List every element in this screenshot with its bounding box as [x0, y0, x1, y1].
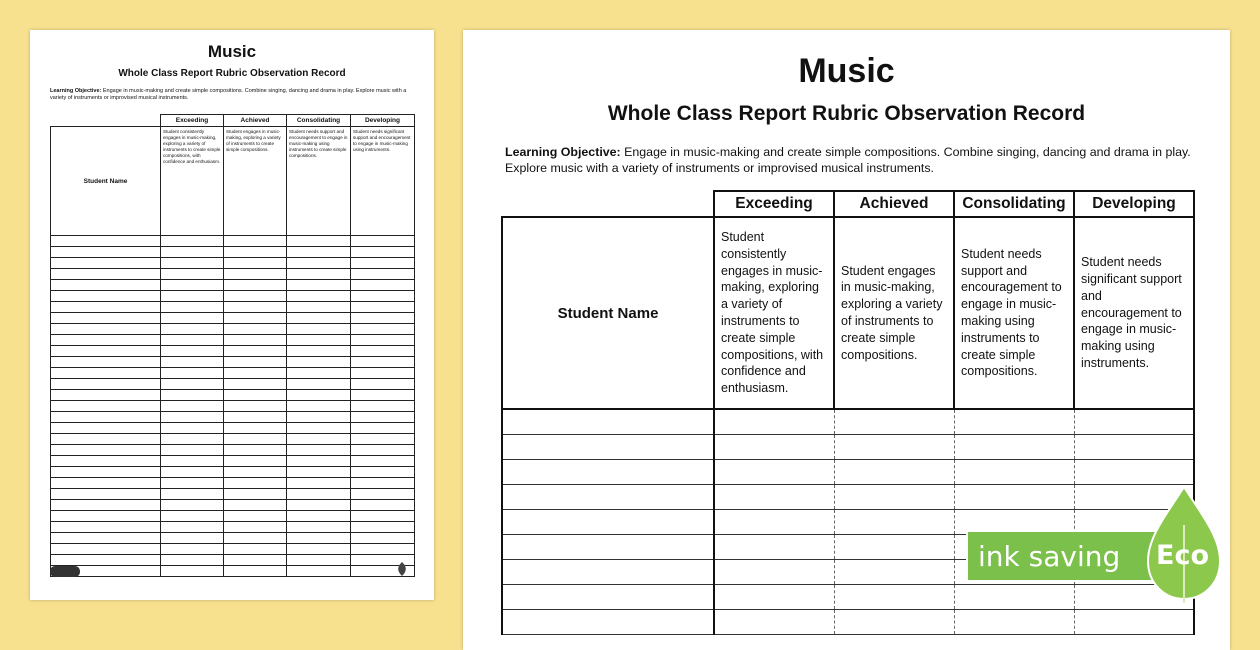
- thumbnail-table-cell: [51, 412, 161, 423]
- thumbnail-blank-rows: [51, 236, 415, 577]
- thumbnail-table-cell: [224, 478, 287, 489]
- thumbnail-subtitle: Whole Class Report Rubric Observation Record: [118, 68, 346, 79]
- thumbnail-table-cell: [161, 522, 224, 533]
- table-cell: [834, 485, 954, 510]
- thumbnail-table-cell: [351, 533, 415, 544]
- table-cell: [714, 435, 834, 460]
- thumbnail-table-row: [51, 478, 415, 489]
- thumbnail-table-cell: [224, 456, 287, 467]
- thumbnail-table-cell: [351, 511, 415, 522]
- table-cell: [1074, 460, 1194, 485]
- learning-objective-label: Learning Objective:: [505, 145, 621, 159]
- desc-exceeding: Student consistently engages in music-making, exploring a variety of instruments to create simple compositions, with confidence and enthusiasm.: [714, 217, 834, 409]
- thumbnail-table-cell: [224, 302, 287, 313]
- page-subtitle: Whole Class Report Rubric Observation Record: [607, 102, 1086, 125]
- thumbnail-table-row: [51, 335, 415, 346]
- thumbnail-table-cell: [224, 467, 287, 478]
- thumbnail-table-cell: [161, 434, 224, 445]
- table-cell: [1074, 610, 1194, 635]
- thumbnail-table-row: [51, 390, 415, 401]
- thumbnail-table-cell: [224, 247, 287, 258]
- thumbnail-table-row: [51, 291, 415, 302]
- desc-achieved: Student engages in music-making, exploring a variety of instruments to create simple compositions.: [834, 217, 954, 409]
- thumbnail-table-cell: [287, 566, 351, 577]
- thumbnail-table-row: [51, 412, 415, 423]
- thumbnail-table-cell: [51, 445, 161, 456]
- thumbnail-table-cell: [287, 445, 351, 456]
- thumbnail-table-cell: [351, 357, 415, 368]
- thumbnail-table-cell: [224, 357, 287, 368]
- thumbnail-student-name-header: Student Name: [51, 127, 161, 236]
- table-cell: [834, 510, 954, 535]
- thumbnail-table-cell: [287, 357, 351, 368]
- thumbnail-table-cell: [287, 544, 351, 555]
- thumbnail-table-cell: [51, 302, 161, 313]
- table-cell: [834, 460, 954, 485]
- thumbnail-table-cell: [287, 555, 351, 566]
- thumbnail-page: [30, 30, 434, 600]
- thumbnail-table-cell: [161, 357, 224, 368]
- thumbnail-table-cell: [161, 390, 224, 401]
- table-cell: [502, 460, 714, 485]
- thumbnail-table-cell: [51, 346, 161, 357]
- thumbnail-table-cell: [161, 555, 224, 566]
- thumbnail-table-cell: [161, 401, 224, 412]
- thumbnail-table-cell: [161, 324, 224, 335]
- thumbnail-table-cell: [51, 401, 161, 412]
- thumbnail-table-cell: [351, 269, 415, 280]
- thumbnail-table-cell: [224, 489, 287, 500]
- thumbnail-table-cell: [351, 291, 415, 302]
- table-cell: [954, 460, 1074, 485]
- thumbnail-table-cell: [51, 456, 161, 467]
- thumbnail-table-cell: [287, 258, 351, 269]
- thumbnail-table-row: [51, 258, 415, 269]
- thumbnail-desc-exceeding: Student consistently engages in music-making, exploring a variety of instruments to create simple compositions, with confidence and enthusiasm.: [161, 127, 224, 236]
- table-cell: [954, 610, 1074, 635]
- thumbnail-table-cell: [224, 335, 287, 346]
- eco-leaf-icon: [392, 561, 412, 577]
- thumbnail-objective-text: Engage in music-making and create simple compositions. Combine singing, dancing and drama in play. Explore music with a variety of instruments or improvised musical instruments.: [50, 88, 407, 101]
- thumbnail-table-cell: [287, 335, 351, 346]
- thumbnail-table-cell: [161, 456, 224, 467]
- thumbnail-table-cell: [287, 522, 351, 533]
- thumbnail-table-cell: [287, 489, 351, 500]
- thumbnail-table-cell: [161, 445, 224, 456]
- thumbnail-table-cell: [51, 313, 161, 324]
- thumbnail-table-cell: [287, 368, 351, 379]
- thumbnail-table-cell: [224, 291, 287, 302]
- thumbnail-table-cell: [224, 423, 287, 434]
- thumbnail-table-cell: [161, 533, 224, 544]
- table-row: [502, 435, 1194, 460]
- table-cell: [502, 485, 714, 510]
- table-cell: [714, 510, 834, 535]
- thumbnail-table-row: [51, 379, 415, 390]
- thumbnail-table-cell: [351, 467, 415, 478]
- thumbnail-table-cell: [224, 566, 287, 577]
- thumbnail-table-cell: [224, 555, 287, 566]
- thumbnail-table-cell: [51, 269, 161, 280]
- thumbnail-table-cell: [161, 544, 224, 555]
- thumbnail-table-cell: [51, 390, 161, 401]
- thumbnail-objective: [50, 88, 416, 102]
- header-developing: Developing: [1074, 191, 1194, 217]
- thumbnail-header-developing: Developing: [351, 115, 415, 127]
- thumbnail-table-cell: [287, 423, 351, 434]
- table-cell: [502, 535, 714, 560]
- thumbnail-header-consolidating: Consolidating: [287, 115, 351, 127]
- thumbnail-table-cell: [161, 313, 224, 324]
- thumbnail-table-cell: [287, 302, 351, 313]
- thumbnail-table-row: [51, 401, 415, 412]
- blank-corner: [502, 191, 714, 217]
- thumbnail-desc-consolidating: Student needs support and encouragement to engage in music-making using instruments to create simple compositions.: [287, 127, 351, 236]
- thumbnail-table-cell: [224, 434, 287, 445]
- thumbnail-table-row: [51, 533, 415, 544]
- thumbnail-table-cell: [224, 522, 287, 533]
- ink-saving-badge: [966, 485, 1260, 605]
- table-cell: [714, 585, 834, 610]
- thumbnail-table-cell: [224, 346, 287, 357]
- thumbnail-table-cell: [224, 280, 287, 291]
- thumbnail-table-cell: [351, 500, 415, 511]
- thumbnail-table-cell: [351, 346, 415, 357]
- table-cell: [714, 610, 834, 635]
- thumbnail-table-cell: [351, 247, 415, 258]
- thumbnail-table-row: [51, 489, 415, 500]
- thumbnail-table-cell: [224, 324, 287, 335]
- thumbnail-table-row: [51, 522, 415, 533]
- thumbnail-table-cell: [161, 489, 224, 500]
- thumbnail-blank-corner: [51, 115, 161, 127]
- thumbnail-table-row: [51, 423, 415, 434]
- thumbnail-table-cell: [287, 280, 351, 291]
- thumbnail-table-cell: [51, 236, 161, 247]
- thumbnail-table-cell: [51, 379, 161, 390]
- thumbnail-table-cell: [287, 247, 351, 258]
- thumbnail-table-cell: [161, 423, 224, 434]
- thumbnail-table-row: [51, 368, 415, 379]
- thumbnail-table-cell: [51, 324, 161, 335]
- thumbnail-table-cell: [287, 434, 351, 445]
- thumbnail-table-cell: [161, 335, 224, 346]
- thumbnail-table-cell: [161, 566, 224, 577]
- table-cell: [714, 535, 834, 560]
- table-cell: [502, 560, 714, 585]
- thumbnail-table-cell: [287, 500, 351, 511]
- learning-objective-text: Engage in music-making and create simple compositions. Combine singing, dancing and drama in play. Explore music with a variety of instruments or improvised musical instruments.: [505, 145, 1191, 175]
- thumbnail-table-row: [51, 324, 415, 335]
- thumbnail-table-cell: [51, 555, 161, 566]
- table-cell: [502, 510, 714, 535]
- thumbnail-table-cell: [351, 478, 415, 489]
- thumbnail-table-cell: [224, 533, 287, 544]
- thumbnail-table-cell: [224, 390, 287, 401]
- thumbnail-table-cell: [51, 368, 161, 379]
- thumbnail-table-cell: [224, 313, 287, 324]
- thumbnail-table-cell: [287, 467, 351, 478]
- thumbnail-table-cell: [161, 412, 224, 423]
- table-cell: [834, 610, 954, 635]
- table-cell: [502, 435, 714, 460]
- thumbnail-table-cell: [51, 357, 161, 368]
- thumbnail-table-row: [51, 511, 415, 522]
- thumbnail-table-cell: [287, 346, 351, 357]
- thumbnail-table-cell: [161, 269, 224, 280]
- thumbnail-table-cell: [351, 423, 415, 434]
- table-row: [502, 409, 1194, 435]
- thumbnail-table-row: [51, 247, 415, 258]
- thumbnail-table-cell: [224, 500, 287, 511]
- student-name-header: Student Name: [502, 217, 714, 409]
- thumbnail-table-cell: [287, 456, 351, 467]
- thumbnail-table-cell: [51, 522, 161, 533]
- table-cell: [502, 409, 714, 435]
- thumbnail-table-cell: [51, 511, 161, 522]
- thumbnail-table-row: [51, 467, 415, 478]
- table-cell: [502, 610, 714, 635]
- thumbnail-header-achieved: Achieved: [224, 115, 287, 127]
- thumbnail-table-cell: [287, 511, 351, 522]
- thumbnail-table-row: [51, 445, 415, 456]
- thumbnail-table-cell: [351, 324, 415, 335]
- thumbnail-table-cell: [51, 335, 161, 346]
- table-cell: [834, 409, 954, 435]
- header-consolidating: Consolidating: [954, 191, 1074, 217]
- thumbnail-desc-achieved: Student engages in music-making, exploring a variety of instruments to create simple compositions.: [224, 127, 287, 236]
- thumbnail-table-row: [51, 357, 415, 368]
- eco-label: Eco: [1156, 540, 1209, 571]
- thumbnail-table-cell: [161, 500, 224, 511]
- thumbnail-table-cell: [224, 368, 287, 379]
- thumbnail-table-cell: [161, 258, 224, 269]
- desc-consolidating: Student needs support and encouragement to engage in music-making using instruments to create simple compositions.: [954, 217, 1074, 409]
- thumbnail-table-cell: [287, 412, 351, 423]
- table-cell: [954, 409, 1074, 435]
- table-cell: [834, 585, 954, 610]
- table-cell: [834, 435, 954, 460]
- thumbnail-table-cell: [351, 236, 415, 247]
- thumbnail-table-cell: [161, 478, 224, 489]
- thumbnail-table-cell: [224, 511, 287, 522]
- thumbnail-table-cell: [287, 390, 351, 401]
- thumbnail-table-cell: [51, 434, 161, 445]
- thumbnail-table-row: [51, 566, 415, 577]
- thumbnail-table-cell: [287, 533, 351, 544]
- thumbnail-table-cell: [161, 346, 224, 357]
- page-title: Music: [798, 52, 895, 90]
- thumbnail-table-cell: [287, 313, 351, 324]
- table-cell: [714, 409, 834, 435]
- thumbnail-table-cell: [51, 280, 161, 291]
- table-cell: [714, 485, 834, 510]
- thumbnail-table-cell: [224, 401, 287, 412]
- thumbnail-table-cell: [51, 291, 161, 302]
- thumbnail-table-cell: [287, 401, 351, 412]
- thumbnail-table-cell: [161, 302, 224, 313]
- thumbnail-table-cell: [351, 335, 415, 346]
- thumbnail-table-cell: [51, 247, 161, 258]
- thumbnail-header-exceeding: Exceeding: [161, 115, 224, 127]
- thumbnail-table-cell: [351, 489, 415, 500]
- thumbnail-table-cell: [287, 291, 351, 302]
- thumbnail-table-cell: [51, 533, 161, 544]
- table-cell: [1074, 435, 1194, 460]
- learning-objective: [505, 144, 1205, 176]
- table-cell: [954, 435, 1074, 460]
- thumbnail-table-cell: [351, 445, 415, 456]
- thumbnail-table-cell: [161, 280, 224, 291]
- header-exceeding: Exceeding: [714, 191, 834, 217]
- thumbnail-table-cell: [351, 544, 415, 555]
- thumbnail-table-row: [51, 555, 415, 566]
- thumbnail-table-cell: [224, 258, 287, 269]
- thumbnail-table-cell: [51, 544, 161, 555]
- thumbnail-table-cell: [287, 379, 351, 390]
- thumbnail-table-row: [51, 269, 415, 280]
- header-achieved: Achieved: [834, 191, 954, 217]
- thumbnail-table-cell: [351, 313, 415, 324]
- thumbnail-table-cell: [351, 302, 415, 313]
- thumbnail-table-cell: [51, 258, 161, 269]
- thumbnail-table-row: [51, 302, 415, 313]
- thumbnail-table-cell: [287, 478, 351, 489]
- thumbnail-table-cell: [224, 412, 287, 423]
- thumbnail-table-cell: [161, 511, 224, 522]
- thumbnail-title: Music: [207, 42, 257, 61]
- table-cell: [714, 460, 834, 485]
- table-row: [502, 460, 1194, 485]
- thumbnail-table-row: [51, 434, 415, 445]
- thumbnail-table-row: [51, 500, 415, 511]
- thumbnail-objective-label: Learning Objective:: [50, 88, 102, 94]
- thumbnail-table-row: [51, 313, 415, 324]
- publisher-logo-icon: [50, 566, 80, 577]
- thumbnail-table-cell: [351, 522, 415, 533]
- thumbnail-table-cell: [351, 258, 415, 269]
- table-cell: [834, 535, 954, 560]
- thumbnail-table-cell: [224, 379, 287, 390]
- thumbnail-table-cell: [351, 280, 415, 291]
- ink-saving-label: ink saving: [978, 540, 1121, 573]
- thumbnail-table-cell: [224, 236, 287, 247]
- thumbnail-table-cell: [351, 401, 415, 412]
- thumbnail-table-cell: [51, 467, 161, 478]
- thumbnail-table-cell: [287, 236, 351, 247]
- thumbnail-table-row: [51, 236, 415, 247]
- table-cell: [834, 560, 954, 585]
- thumbnail-table-row: [51, 280, 415, 291]
- table-cell: [1074, 409, 1194, 435]
- thumbnail-table-cell: [161, 236, 224, 247]
- thumbnail-table-cell: [224, 269, 287, 280]
- thumbnail-table-cell: [161, 379, 224, 390]
- thumbnail-table-cell: [224, 544, 287, 555]
- thumbnail-table-cell: [287, 269, 351, 280]
- thumbnail-table-cell: [51, 423, 161, 434]
- thumbnail-table-cell: [224, 445, 287, 456]
- thumbnail-table-cell: [351, 368, 415, 379]
- thumbnail-table-cell: [51, 478, 161, 489]
- table-cell: [502, 585, 714, 610]
- table-cell: [714, 560, 834, 585]
- thumbnail-desc-developing: Student needs significant support and encouragement to engage in music-making using instruments.: [351, 127, 415, 236]
- desc-developing: Student needs significant support and encouragement to engage in music-making using instruments.: [1074, 217, 1194, 409]
- thumbnail-table-cell: [161, 247, 224, 258]
- thumbnail-table-cell: [351, 412, 415, 423]
- thumbnail-rubric-table: [50, 114, 415, 577]
- table-row: [502, 610, 1194, 635]
- thumbnail-table-cell: [351, 390, 415, 401]
- thumbnail-table-cell: [51, 500, 161, 511]
- thumbnail-table-cell: [287, 324, 351, 335]
- thumbnail-table-row: [51, 456, 415, 467]
- thumbnail-table-cell: [51, 489, 161, 500]
- thumbnail-table-cell: [351, 456, 415, 467]
- thumbnail-table-cell: [161, 467, 224, 478]
- thumbnail-table-cell: [161, 291, 224, 302]
- thumbnail-table-row: [51, 544, 415, 555]
- thumbnail-table-cell: [351, 379, 415, 390]
- thumbnail-table-cell: [351, 434, 415, 445]
- thumbnail-table-cell: [161, 368, 224, 379]
- thumbnail-table-row: [51, 346, 415, 357]
